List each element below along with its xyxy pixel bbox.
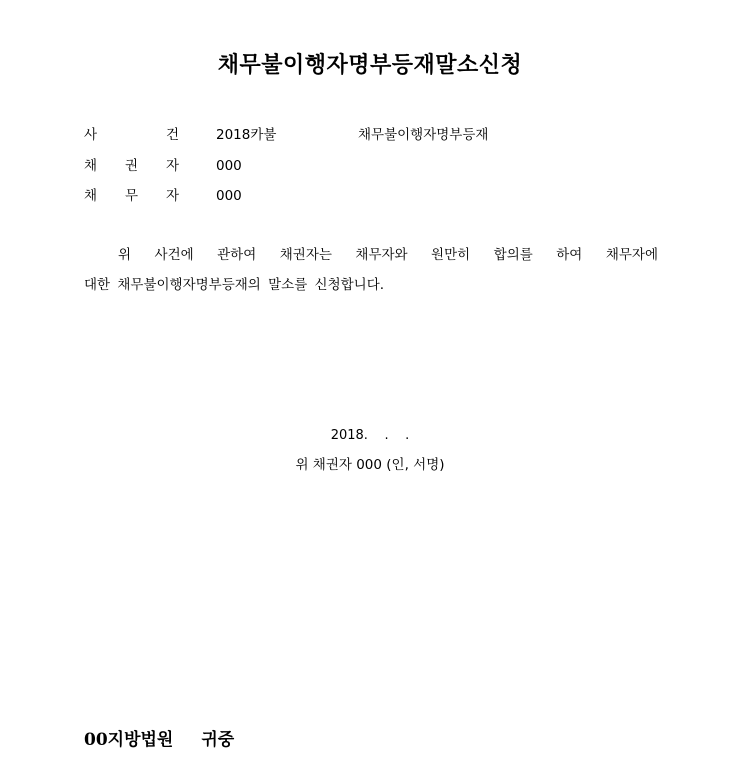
debtor-value: 000 — [216, 188, 242, 204]
body-line-2: 대한 채무불이행자명부등재의 말소를 신청합니다. — [84, 277, 385, 293]
case-name: 채무불이행자명부등재 — [358, 127, 489, 143]
creditor-label-char: 권 — [124, 158, 139, 174]
signature-line: 위 채권자 000 (인, 서명) — [295, 457, 445, 473]
creditor-label-char: 자 — [165, 158, 179, 174]
body-line-1: 위 사건에 관하여 채권자는 채무자와 원만히 합의를 하여 채무자에 — [118, 247, 658, 263]
creditor-label-char: 채 — [84, 158, 98, 174]
court-addressee — [84, 728, 234, 752]
case-number: 2018카불 — [216, 127, 277, 143]
creditor-value: 000 — [216, 158, 242, 174]
debtor-label-char: 무 — [124, 188, 139, 204]
debtor-label-char: 자 — [165, 188, 179, 204]
document-title: 채무불이행자명부등재말소신청 — [217, 52, 523, 78]
case-label-char: 사 — [84, 127, 98, 143]
request-body — [84, 240, 658, 300]
court-name: 00지방법원 — [84, 730, 174, 750]
case-label-char: 건 — [165, 127, 179, 143]
debtor-label — [84, 186, 179, 206]
debtor-label-char: 채 — [84, 188, 98, 204]
court-respect: 귀중 — [201, 730, 235, 750]
creditor-label — [84, 156, 179, 176]
case-label — [84, 125, 179, 145]
date-line: 2018. . . — [330, 428, 410, 443]
